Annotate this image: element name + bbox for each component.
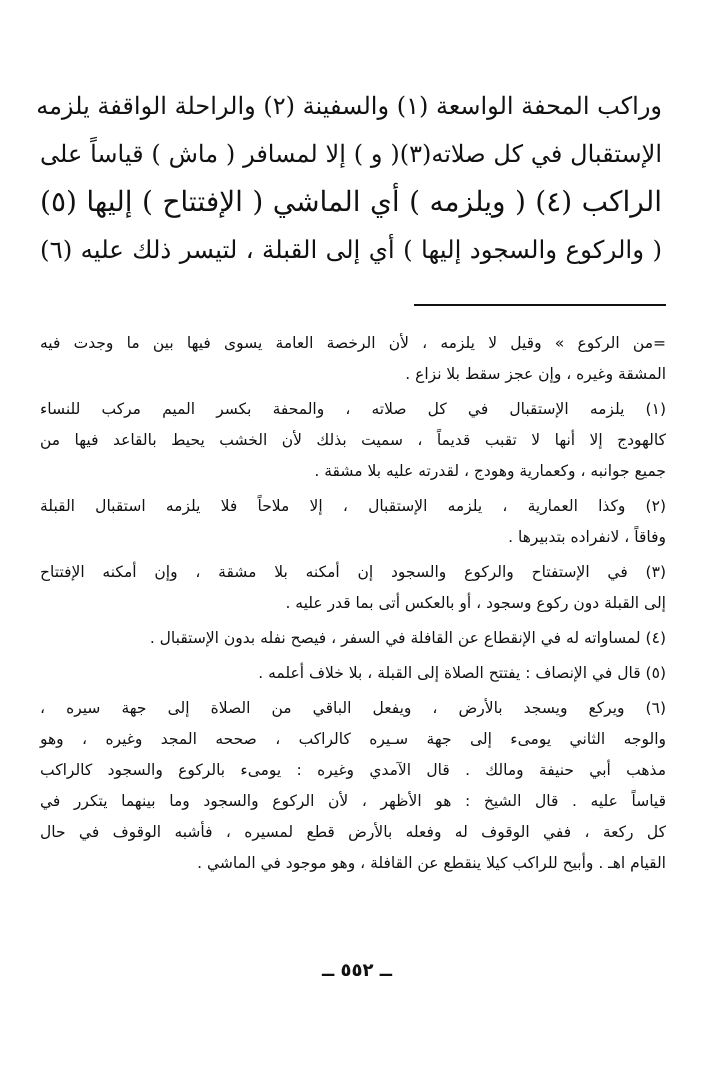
footnote-line: (٣) في الإستفتاح والركوع والسجود إن أمكنه بلا مشقة ، وإن أمكنه الإفتتاح bbox=[40, 563, 666, 581]
footnote-line: القيام اهـ . وأبيح للراكب كيلا ينقطع عن القافلة ، وهو موجود في الماشي . bbox=[197, 854, 666, 872]
footnote-line: =من الركوع » وقيل لا يلزمه ، لأن الرخصة العامة يسوى فيها بين ما وجدت فيه bbox=[40, 334, 666, 352]
main-text bbox=[36, 82, 666, 274]
main-text-line: الإستقبال في كل صلاته(٣)( و ) إلا لمسافر ( ماش ) قياساً على bbox=[40, 140, 662, 168]
footnote-4 bbox=[40, 623, 666, 654]
footnote-line: إلى القبلة دون ركوع وسجود ، أو بالعكس أتى بما قدر عليه . bbox=[285, 594, 666, 612]
footnote-line: (٢) وكذا العمارية ، يلزمه الإستقبال ، إلا ملاحاً فلا يلزمه استقبال القبلة bbox=[40, 497, 666, 515]
footnote-line: (١) يلزمه الإستقبال في كل صلاته ، والمحفة بكسر الميم مركب للنساء bbox=[40, 400, 666, 418]
main-text-line: وراكب المحفة الواسعة (١) والسفينة (٢) والراحلة الواقفة يلزمه bbox=[36, 92, 662, 120]
footnote-2 bbox=[40, 491, 666, 553]
footnote-5 bbox=[40, 658, 666, 689]
footnote-line: (٦) ويركع ويسجد بالأرض ، ويفعل الباقي من الصلاة إلى جهة سيره ، bbox=[40, 699, 666, 717]
footnote-line: (٥) قال في الإنصاف : يفتتح الصلاة إلى القبلة ، بلا خلاف أعلمه . bbox=[258, 664, 666, 682]
footnote-line: كل ركعة ، ففي الوقوف له وفعله بالأرض قطع لمسيره ، فأشبه الوقوف في حال bbox=[40, 823, 666, 841]
main-text-line: ( والركوع والسجود إليها ) أي إلى القبلة ، لتيسر ذلك عليه (٦) bbox=[40, 235, 662, 264]
page-body bbox=[36, 82, 666, 883]
page-number: ــ ٥٥٢ ــ bbox=[321, 960, 393, 981]
footnote-line: (٤) لمساواته له في الإنقطاع عن القافلة في السفر ، فيصح نفله بدون الإستقبال . bbox=[149, 629, 666, 647]
footnote-line: قياساً عليه . قال الشيخ : هو الأظهر ، لأن الركوع والسجود وما بينهما يتكرر في bbox=[40, 792, 666, 810]
footnote-separator bbox=[414, 304, 666, 306]
footnote-6 bbox=[40, 693, 666, 879]
footnote-3 bbox=[40, 557, 666, 619]
main-text-line: الراكب (٤) ( ويلزمه ) أي الماشي ( الإفتتاح ) إليها (٥) bbox=[40, 185, 662, 218]
footnote-line: والوجه الثاني يومىء إلى جهة سـيره كالراكب ، صححه المجد وغيره ، وهو bbox=[40, 730, 666, 748]
footnote-line: مذهب أبي حنيفة ومالك . قال الآمدي وغيره : يومىء بالركوع والسجود كالراكب bbox=[40, 761, 666, 779]
footnote-continuation bbox=[40, 328, 666, 390]
footnote-line: جميع جوانبه ، وكعمارية وهودج ، لقدرته عليه بلا مشقة . bbox=[314, 462, 666, 480]
separator-wrap bbox=[40, 274, 666, 328]
footnote-line: كالهودج إلا أنها لا تقبب قديماً ، سميت بذلك لأن الخشب يحيط بالقاعد فيها من bbox=[40, 431, 666, 449]
footnotes bbox=[40, 328, 666, 879]
footnote-1 bbox=[40, 394, 666, 487]
footnote-line: وفاقاً ، لانفراده بتدبيرها . bbox=[508, 528, 666, 546]
footnote-line: المشقة وغيره ، وإن عجز سقط بلا نزاع . bbox=[405, 365, 666, 383]
